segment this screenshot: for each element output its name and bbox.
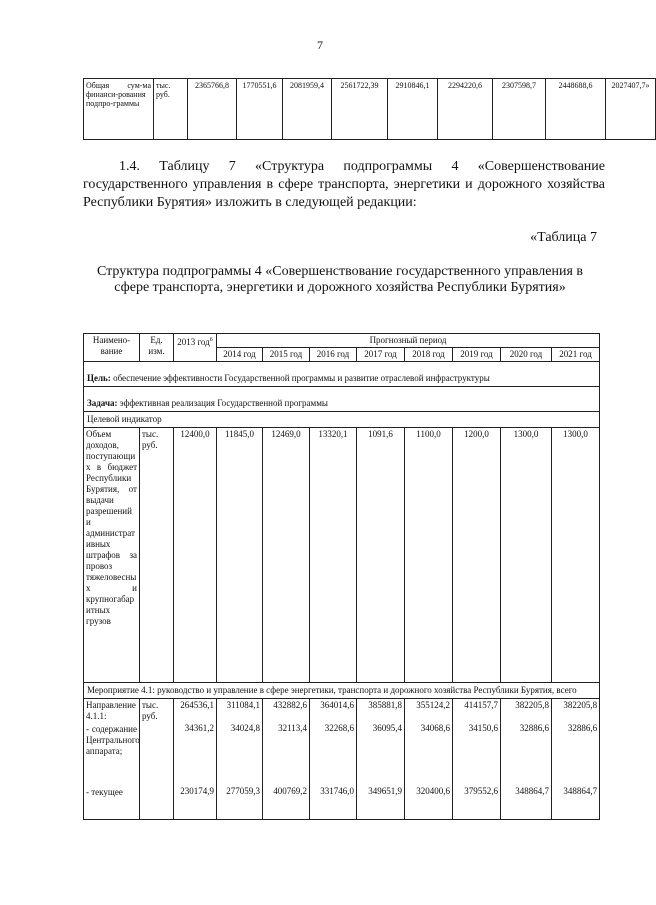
header-year: 2019 год (453, 348, 501, 362)
task-label: Задача: (87, 398, 118, 408)
indicator-name: Объем доходов, поступающих в бюджет Республики Бурятия, от выдачи разрешений и административных штрафов за провоз тяжеловесных и крупногабаритных грузов (84, 428, 140, 683)
indicator-title-row (84, 412, 600, 428)
header-year: 2015 год (263, 348, 310, 362)
indicator-value: 1100,0 (405, 428, 453, 683)
value-cell: 2294220,6 (438, 79, 493, 140)
task-text: эффективная реализация Государственной программы (119, 398, 328, 408)
direction-value: 382205,8 (563, 700, 598, 710)
direction-value: 364014,6 (320, 700, 354, 710)
direction-value: 264536,1 (180, 700, 214, 710)
indicator-value: 1200,0 (453, 428, 501, 683)
total-financing-row (84, 79, 656, 140)
row-name-cell: Общая сум-ма финанси-рования подпро-граммы (84, 79, 154, 140)
indicator-value: 12469,0 (263, 428, 310, 683)
direction-values-cell (310, 699, 357, 820)
value-cell: 2448688,6 (546, 79, 606, 140)
base-year-label: 2013 год (177, 337, 210, 347)
apparatus-value: 32268,6 (324, 723, 354, 733)
value-cell: 1770551,6 (237, 79, 283, 140)
header-name: Наимено-вание (84, 334, 140, 362)
direction-row (84, 699, 600, 820)
indicator-value: 11845,0 (217, 428, 263, 683)
header-row (84, 334, 600, 348)
direction-values-cell (217, 699, 263, 820)
indicator-row (84, 428, 600, 683)
apparatus-value: 34361,2 (184, 723, 214, 733)
goal-text: обеспечение эффективности Государственной программы и развитие отраслевой инфраструктуры (113, 373, 490, 383)
footnote-mark: 6 (209, 337, 213, 343)
direction-value: 382205,8 (515, 700, 549, 710)
goal-row (84, 362, 600, 387)
current-value: 349651,9 (368, 786, 402, 796)
task-cell (84, 387, 600, 412)
header-year: 2020 год (501, 348, 552, 362)
apparatus-value: 32886,6 (519, 723, 549, 733)
current-value: 400769,2 (273, 786, 307, 796)
value-cell: 2561722,39 (332, 79, 388, 140)
current-value: 348864,7 (563, 786, 598, 796)
header-year: 2018 год (405, 348, 453, 362)
table-heading: Структура подпрограммы 4 «Совершенствование государственного управления в сфере транспорта, энергетики и дорожного хозяйства Республики Бурятия» (96, 264, 584, 295)
header-year: 2014 год (217, 348, 263, 362)
direction-values-cell (405, 699, 453, 820)
current-value: 320400,6 (416, 786, 450, 796)
measure-row (84, 683, 600, 699)
current-value: 379552,6 (464, 786, 498, 796)
value-cell: 2081959,4 (283, 79, 332, 140)
current-name: - текущее (86, 787, 123, 797)
unit-cell: тыс. руб. (154, 79, 188, 140)
value-cell: 2307598,7 (493, 79, 546, 140)
apparatus-value: 32113,4 (278, 723, 307, 733)
direction-values-cell (453, 699, 501, 820)
goal-label: Цель: (87, 373, 111, 383)
indicator-value: 1091,6 (357, 428, 405, 683)
apparatus-value: 36095,4 (372, 723, 402, 733)
measure-cell: Мероприятие 4.1: руководство и управление в сфере энергетики, транспорта и дорожного хозяйства Республики Бурятия, всего (84, 683, 600, 699)
indicator-unit: тыс. руб. (140, 428, 174, 683)
indicator-value: 1300,0 (501, 428, 552, 683)
apparatus-value: 34150,6 (468, 723, 498, 733)
apparatus-value: 34024,8 (230, 723, 260, 733)
current-value: 230174,9 (180, 786, 214, 796)
direction-value: 385881,8 (368, 700, 402, 710)
current-value: 277059,3 (226, 786, 260, 796)
value-cell: 2910846,1 (388, 79, 438, 140)
header-forecast: Прогнозный период (217, 334, 600, 348)
direction-values-cell (501, 699, 552, 820)
apparatus-value: 34068,6 (420, 723, 450, 733)
structure-table (83, 333, 600, 820)
value-cell: 2027407,7» (606, 79, 656, 140)
indicator-title: Целевой индикатор (84, 412, 600, 428)
direction-value: 432882,6 (273, 700, 307, 710)
continuation-table (83, 78, 656, 140)
direction-name: Направление 4.1.1: (86, 700, 136, 721)
page-number: 7 (317, 38, 323, 52)
task-row (84, 387, 600, 412)
indicator-value: 1300,0 (552, 428, 600, 683)
indicator-value: 13320,1 (310, 428, 357, 683)
indicator-value: 12400,0 (174, 428, 217, 683)
header-year: 2016 год (310, 348, 357, 362)
current-value: 331746,0 (320, 786, 354, 796)
direction-value: 311084,1 (226, 700, 260, 710)
amendment-paragraph: 1.4. Таблицу 7 «Структура подпрограммы 4 «Совершенствование государственного управления в сфере транспорта, энергетики и дорожного хозяйства Республики Бурятия» изложить в следующей редакции: (83, 159, 605, 210)
header-unit: Ед. изм. (140, 334, 174, 362)
direction-values-cell (357, 699, 405, 820)
header-base-year (174, 334, 217, 362)
current-value: 348864,7 (515, 786, 549, 796)
direction-values-cell (174, 699, 217, 820)
apparatus-value: 32886,6 (567, 723, 598, 733)
direction-name-cell (84, 699, 140, 820)
apparatus-name: - содержание Центрального аппарата; (86, 724, 140, 756)
direction-unit: тыс. руб. (140, 699, 174, 820)
goal-cell (84, 362, 600, 387)
direction-value: 355124,2 (416, 700, 450, 710)
value-cell: 2365766,8 (188, 79, 237, 140)
direction-values-cell (263, 699, 310, 820)
header-year: 2021 год (552, 348, 600, 362)
direction-values-cell (552, 699, 600, 820)
table-number: «Таблица 7 (530, 230, 597, 245)
direction-value: 414157,7 (464, 700, 498, 710)
header-year: 2017 год (357, 348, 405, 362)
